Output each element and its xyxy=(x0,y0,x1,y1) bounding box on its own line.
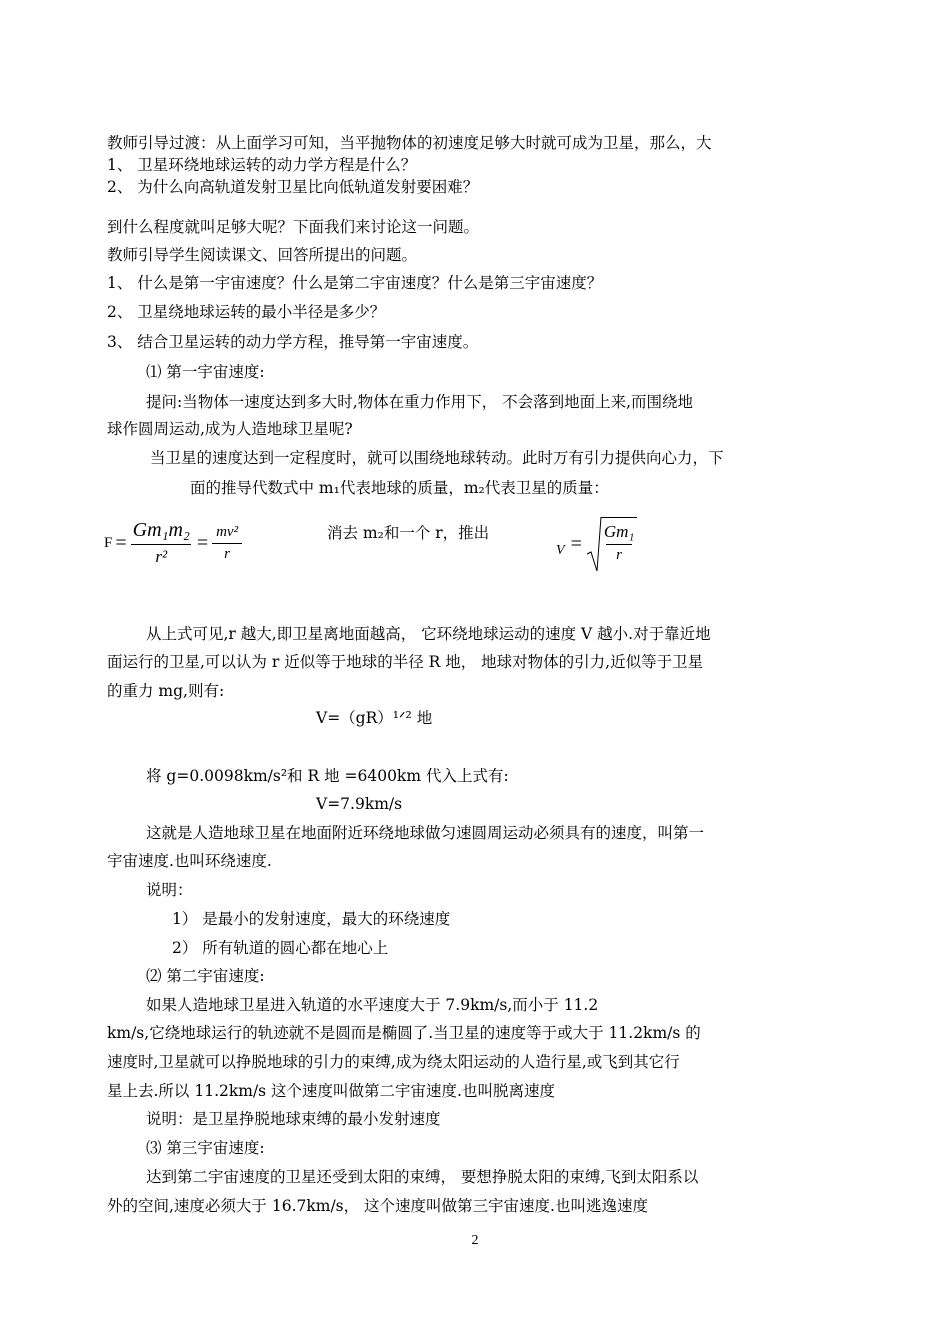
text-line: 当卫星的速度达到一定程度时，就可以围绕地球转动。此时万有引力提供向心力，下 xyxy=(150,449,724,467)
text-line: 的重力 mg,则有: xyxy=(107,682,225,700)
text-line: 这就是人造地球卫星在地面附近环绕地球做匀速圆周运动必须具有的速度，叫第一 xyxy=(146,824,705,842)
section-heading: ⑶ 第三宇宙速度: xyxy=(146,1139,265,1157)
formula-r: r xyxy=(606,544,632,564)
text-line: 星上去.所以 11.2km/s 这个速度叫做第二宇宙速度.也叫脱离速度 xyxy=(107,1082,555,1100)
formula-equals: = xyxy=(115,531,127,554)
formula-gm1: Gm₁ xyxy=(603,521,635,541)
text-line: 球作圆周运动,成为人造地球卫星呢? xyxy=(107,420,353,438)
text-line: 宇宙速度.也叫环绕速度. xyxy=(107,852,272,870)
sqrt-sign-icon xyxy=(586,516,602,572)
text-line: 说明：是卫星挣脱地球束缚的最小发射速度 xyxy=(146,1110,441,1128)
text-line: 2、 为什么向高轨道发射卫星比向低轨道发射要困难？ xyxy=(107,178,479,196)
text-line: 到什么程度就叫足够大呢？下面我们来讨论这一问题。 xyxy=(107,218,480,236)
formula-equals: = xyxy=(570,532,582,555)
text-line: 1、 卫星环绕地球运转的动力学方程是什么？ xyxy=(107,156,417,174)
text-line: 达到第二宇宙速度的卫星还受到太阳的束缚， 要想挣脱太阳的束缚,飞到太阳系以 xyxy=(146,1168,699,1186)
text-line: km/s,它绕地球运行的轨迹就不是圆而是椭圆了.当卫星的速度等于或大于 11.2km/s 的 xyxy=(107,1024,701,1042)
formula-lhs: F xyxy=(104,534,113,551)
text-line: 速度时,卫星就可以挣脱地球的引力的束缚,成为绕太阳运动的人造行星,或飞到其它行 xyxy=(107,1053,680,1071)
equation-line: V=（gR）¹ᐟ² 地 xyxy=(316,709,433,727)
text-line: 将 g=0.0098km/s²和 R 地 =6400km 代入上式有: xyxy=(146,767,509,785)
text-line: 教师引导学生阅读课文、回答所提出的问题。 xyxy=(107,246,418,264)
formula-equals: = xyxy=(196,531,209,554)
fraction-gravitation xyxy=(130,519,193,567)
text-line: 3、 结合卫星运转的动力学方程，推导第一宇宙速度。 xyxy=(107,333,479,351)
equation-line: V=7.9km/s xyxy=(316,795,403,813)
list-item: 1） 是最小的发射速度，最大的环绕速度 xyxy=(172,910,451,928)
note-label: 说明： xyxy=(146,881,193,899)
list-item: 2） 所有轨道的圆心都在地心上 xyxy=(172,939,389,957)
velocity-formula xyxy=(556,512,637,576)
formula-mv2: mv² xyxy=(216,523,239,540)
section-heading: ⑴ 第一宇宙速度: xyxy=(146,363,265,381)
text-line: 教师引导过渡：从上面学习可知，当平抛物体的初速度足够大时就可成为卫星，那么，大 xyxy=(107,134,712,152)
fraction-centripetal xyxy=(212,524,242,563)
page-number: 2 xyxy=(471,1233,479,1248)
formula-gm1m2: Gm₁m₂ xyxy=(132,519,190,541)
text-line: 从上式可见,r 越大,即卫星离地面越高， 它环绕地球运动的速度 V 越小.对于靠近地 xyxy=(146,625,711,643)
text-line: 如果人造地球卫星进入轨道的水平速度大于 7.9km/s,而小于 11.2 xyxy=(146,996,599,1014)
text-line: 外的空间,速度必须大于 16.7km/s， 这个速度叫做第三宇宙速度.也叫逃逸速度 xyxy=(107,1197,648,1215)
text-line: 面的推导代数式中 m₁代表地球的质量，m₂代表卫星的质量： xyxy=(190,479,609,497)
formula-r: r xyxy=(212,543,242,563)
formula-middle-text: 消去 m₂和一个 r，推出 xyxy=(327,524,490,542)
text-line: 2、 卫星绕地球运转的最小半径是多少？ xyxy=(107,303,386,321)
text-line: 1、 什么是第一宇宙速度？什么是第二宇宙速度？什么是第三宇宙速度？ xyxy=(107,274,603,292)
formula-v: V xyxy=(556,543,565,558)
text-line: 面运行的卫星,可以认为 r 近似等于地球的半径 R 地， 地球对物体的引力,近似等于卫星 xyxy=(107,653,704,671)
formula-r-squared: r² xyxy=(131,544,191,567)
gravitation-formula xyxy=(104,510,242,576)
section-heading: ⑵ 第二宇宙速度: xyxy=(146,967,265,985)
fraction-sqrt xyxy=(601,517,637,564)
text-line: 提问:当物体一速度达到多大时,物体在重力作用下， 不会落到地面上来,而围绕地 xyxy=(146,393,694,411)
